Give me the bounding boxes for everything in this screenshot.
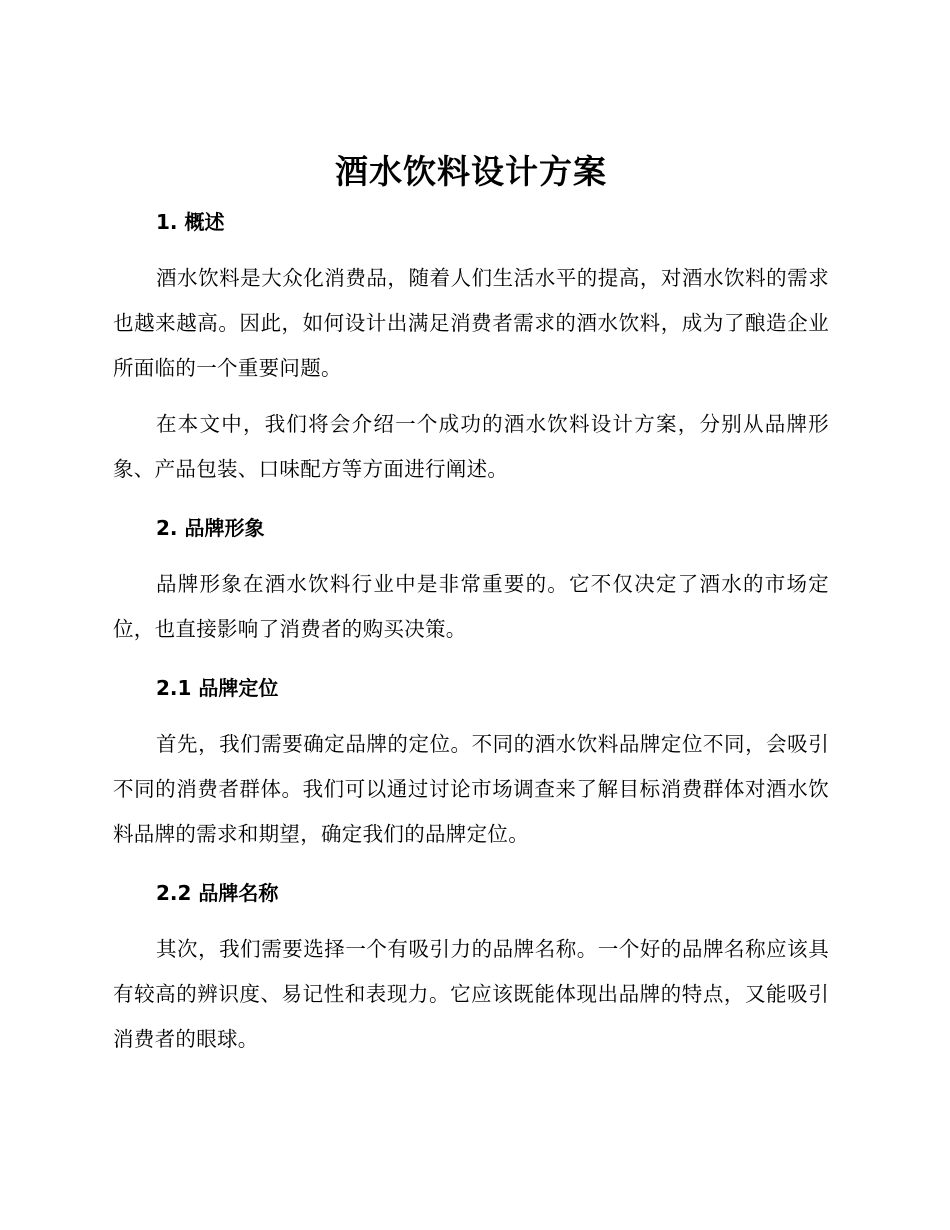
paragraph-brand-positioning-1: 首先，我们需要确定品牌的定位。不同的酒水饮料品牌定位不同，会吸引不同的消费者群体。我们可以通过讨论市场调查来了解目标消费群体对酒水饮料品牌的需求和期望，确定我们的品牌定位。: [113, 732, 829, 846]
section-heading-brand-positioning: 2.1 品牌定位: [156, 676, 279, 700]
section-heading-overview: 1. 概述: [156, 210, 225, 234]
paragraph-overview-2: 在本文中，我们将会介绍一个成功的酒水饮料设计方案，分别从品牌形象、产品包装、口味配方等方面进行阐述。: [113, 412, 829, 481]
paragraph-brand-name-1: 其次，我们需要选择一个有吸引力的品牌名称。一个好的品牌名称应该具有较高的辨识度、易记性和表现力。它应该既能体现出品牌的特点，又能吸引消费者的眼球。: [113, 937, 829, 1051]
section-heading-brand-image: 2. 品牌形象: [156, 516, 265, 540]
paragraph-overview-1: 酒水饮料是大众化消费品，随着人们生活水平的提高，对酒水饮料的需求也越来越高。因此，如何设计出满足消费者需求的酒水饮料，成为了酿造企业所面临的一个重要问题。: [113, 266, 829, 380]
paragraph-brand-image-1: 品牌形象在酒水饮料行业中是非常重要的。它不仅决定了酒水的市场定位，也直接影响了消费者的购买决策。: [113, 572, 829, 641]
document-title: 酒水饮料设计方案: [335, 152, 607, 191]
section-heading-brand-name: 2.2 品牌名称: [156, 881, 279, 905]
